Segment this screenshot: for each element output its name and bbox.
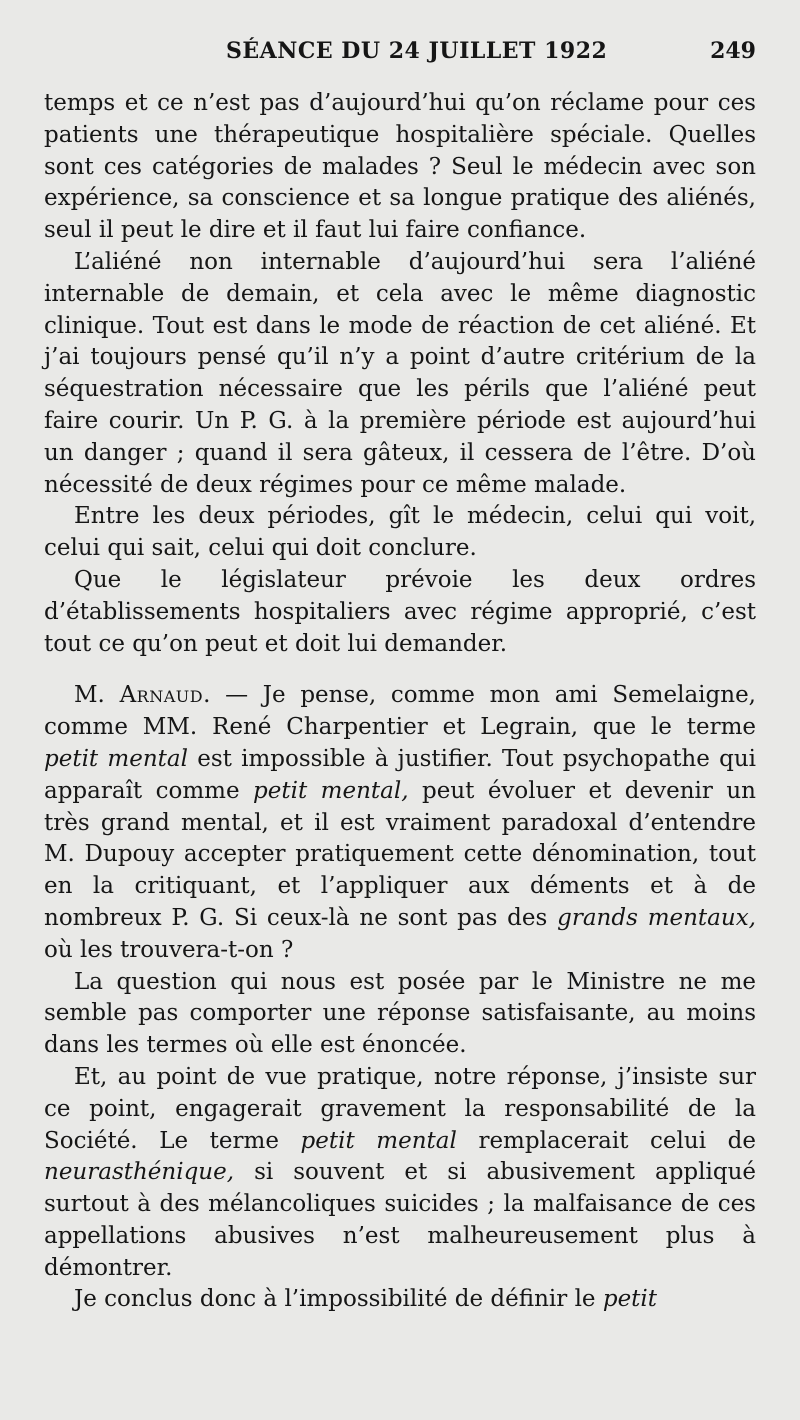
paragraph [44, 247, 756, 501]
text-run: Que le législateur prévoie les deux ordres d’établissements hospitaliers avec régime approprié, c’est tout ce qu’on peut et doit lui demander. [44, 566, 756, 657]
paragraph [44, 967, 756, 1062]
text-run: où les trouvera-t-on ? [44, 936, 294, 963]
paragraph-truncated [44, 1284, 756, 1316]
text-run: L’aliéné non internable d’aujourd’hui sera l’aliéné internable de demain, et cela avec le même diagnostic clinique. Tout est dans le mode de réaction de cet aliéné. Et j’ai toujours pensé qu’il n’y a point d’autre critérium de la séquestration nécessaire que les périls que l’aliéné peut faire courir. Un P. G. à la première période est aujourd’hui un danger ; quand il sera gâteux, il cessera de l’être. D’où nécessité de deux régimes pour ce même malade. [44, 248, 756, 498]
text-run: La question qui nous est posée par le Ministre ne me semble pas comporter une réponse satisfaisante, au moins dans les termes où elle est énoncée. [44, 968, 756, 1059]
text-run: Je conclus donc à l’impossibilité de définir le [74, 1286, 603, 1313]
text-run: est impossible à justifier. Tout psychopathe qui apparaît comme [44, 745, 756, 804]
italic-term: petit [602, 1286, 658, 1313]
text-run: temps et ce n’est pas d’aujourd’hui qu’on réclame pour ces patients une thérapeutique hospitalière spéciale. Quelles sont ces catégories de malades ? Seul le médecin avec son expérience, sa conscience et sa longue pratique des aliénés, seul il peut le dire et il faut lui faire confiance. [44, 90, 756, 244]
text-run: M. [74, 682, 120, 709]
body-text [44, 88, 756, 1316]
paragraph-continuation [44, 88, 756, 247]
page-number: 249 [710, 38, 756, 64]
text-run: si souvent et si abusivement appliqué surtout à des mélancoliques suicides ; la malfaisance de ces appellations abusives n’est malheureusement plus à démontrer. [44, 1159, 756, 1281]
italic-term: neurasthénique, [44, 1159, 235, 1186]
text-run: Entre les deux périodes, gît le médecin, celui qui voit, celui qui sait, celui qui doit conclure. [44, 503, 756, 562]
text-run: peut évoluer et devenir un très grand mental, et il est vraiment paradoxal d’entendre M. Dupouy accepter pratiquement cette dénomination, tout en la critiquant, et l’appliquer aux déments et à de nombreux P. G. Si ceux-là ne sont pas des [44, 777, 756, 931]
text-run: Et, au point de vue pratique, notre réponse, j’insiste sur ce point, engagerait gravement la responsabilité de la Société. Le terme [44, 1063, 756, 1154]
italic-term: grands mentaux, [557, 904, 756, 931]
speaker-name: Arnaud [119, 682, 204, 709]
paragraph-speaker-arnaud [44, 680, 756, 966]
page-header [44, 38, 756, 88]
italic-term: petit mental [300, 1127, 457, 1154]
italic-term: petit mental [44, 745, 188, 772]
paragraph [44, 565, 756, 660]
text-run: remplacerait celui de [456, 1127, 756, 1154]
paragraph [44, 501, 756, 565]
running-title: SÉANCE DU 24 JUILLET 1922 [226, 38, 608, 64]
text-run: . — Je pense, comme mon ami Semelaigne, comme MM. René Charpentier et Legrain, que le terme [44, 682, 756, 741]
italic-term: petit mental, [253, 777, 409, 804]
paragraph [44, 1062, 756, 1285]
